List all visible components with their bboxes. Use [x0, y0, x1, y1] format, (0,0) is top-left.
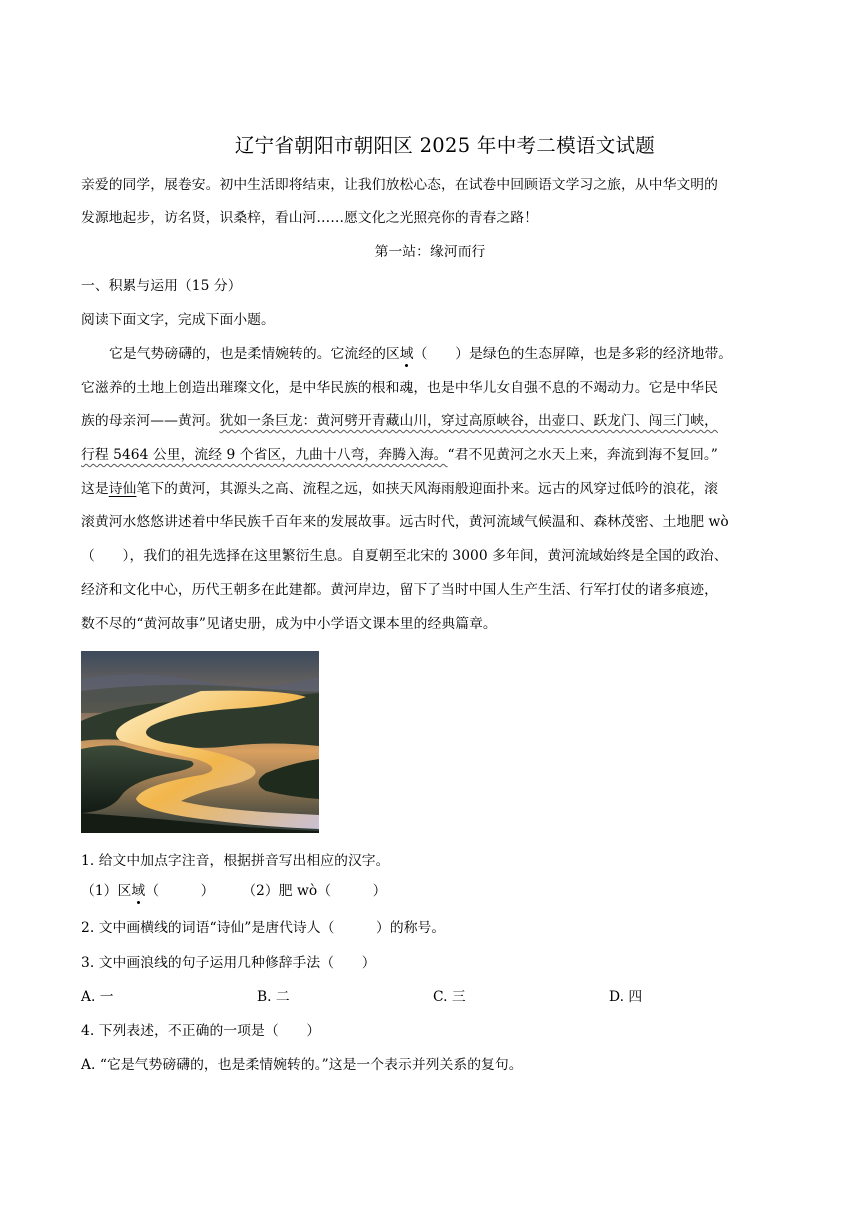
exam-title: 辽宁省朝阳市朝阳区 2025 年中考二模语文试题	[234, 134, 656, 157]
dotted-character: 域	[399, 346, 414, 362]
yellow-river-photo	[81, 651, 319, 833]
passage-text: 族的母亲河——黄河。	[81, 413, 220, 429]
passage-text: 它是气势磅礴的，也是柔情婉转的。它流经的区	[109, 346, 400, 362]
option-a: A. 一	[81, 989, 114, 1005]
option-b: B. 二	[257, 989, 290, 1005]
passage-line-8: 经济和文化中心，历代王朝多在此建都。黄河岸边，留下了当时中国人生产生活、行军打仗的诸多痕迹，	[81, 582, 718, 598]
passage-line-2: 它滋养的土地上创造出璀璨文化，是中华民族的根和魂，也是中华儿女自强不息的不竭动力。它是中华民	[81, 380, 718, 396]
option-d: D. 四	[609, 989, 643, 1005]
passage-line-9: 数不尽的“黄河故事”见诸史册，成为中小学语文课本里的经典篇章。	[81, 616, 497, 632]
passage-text: 这是	[81, 481, 109, 497]
intro-line-1: 亲爱的同学，展卷安。初中生活即将结束，让我们放松心态，在试卷中回顾语文学习之旅，从中华文明的	[81, 177, 718, 193]
passage-line-5	[81, 479, 781, 499]
passage-line-6: 滚黄河水悠悠讲述着中华民族千百年来的发展故事。远古时代，黄河流域气候温和、森林茂密、土地肥 wò	[81, 514, 729, 530]
passage-text: “君不见黄河之水天上来，奔流到海不复回。”	[447, 447, 718, 463]
passage-line-3	[81, 411, 781, 431]
underlined-word: 诗仙	[108, 481, 137, 497]
question-2: 2. 文中画横线的词语“诗仙”是唐代诗人（ ）的称号。	[81, 920, 446, 936]
subitem-text: （1）区	[81, 883, 132, 899]
passage-text: 笔下的黄河，其源头之高、流程之远，如挟天风海雨般迎面扑来。远古的风穿过低吟的浪花，滚	[136, 481, 718, 497]
question-4-option-a: A. “它是气势磅礴的，也是柔情婉转的。”这是一个表示并列关系的复句。	[81, 1057, 523, 1073]
question-1-subitems	[81, 881, 781, 901]
intro-line-2: 发源地起步，访名贤，识桑梓，看山河……愿文化之光照亮你的青春之路！	[81, 210, 538, 226]
question-3: 3. 文中画浪线的句子运用几种修辞手法（ ）	[81, 955, 376, 971]
dotted-character: 域	[131, 883, 146, 899]
passage-line-4	[81, 445, 781, 465]
question-4: 4. 下列表述，不正确的一项是（ ）	[81, 1023, 321, 1039]
reading-instruction: 阅读下面文字，完成下面小题。	[81, 312, 275, 328]
subitem-text: （ ） （2）肥 wò（ ）	[145, 883, 387, 899]
wavy-underlined-sentence: 犹如一条巨龙：黄河劈开青藏山川，穿过高原峡谷，出壶口、跃龙门、闯三门峡，	[219, 413, 718, 429]
wavy-underlined-sentence: 行程 5464 公里，流经 9 个省区，九曲十八弯，奔腾入海。	[81, 447, 448, 463]
question-1: 1. 给文中加点字注音，根据拼音写出相应的汉字。	[81, 853, 390, 869]
passage-line-7: （ ），我们的祖先选择在这里繁衍生息。自夏朝至北宋的 3000 多年间，黄河流域始终是全国的政治、	[81, 548, 728, 564]
passage-text: （ ）是绿色的生态屏障，也是多彩的经济地带。	[413, 346, 733, 362]
station-heading: 第一站：缘河而行	[374, 244, 486, 260]
option-c: C. 三	[433, 989, 466, 1005]
section-heading: 一、积累与运用（15 分）	[81, 278, 242, 294]
passage-line-1	[81, 344, 781, 364]
